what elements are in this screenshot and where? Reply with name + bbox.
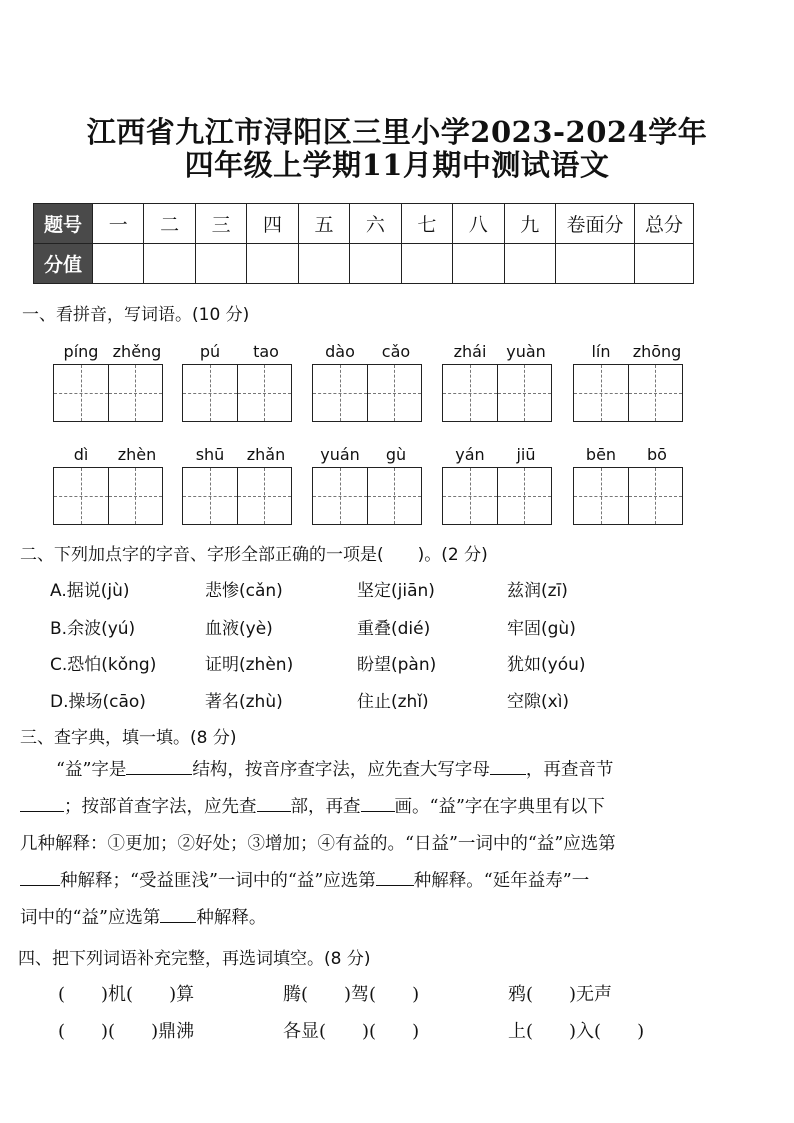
pinyin-group xyxy=(442,445,554,525)
score-cell[interactable] xyxy=(453,244,504,284)
score-table-row-number xyxy=(34,204,694,244)
option-b-word2: 血液(yè) xyxy=(205,619,273,639)
pinyin-label: bēn xyxy=(585,445,617,464)
option-c-word4: 犹如(yóu) xyxy=(507,655,586,675)
pinyin-label: jiū xyxy=(516,445,536,464)
column-header: 六 xyxy=(350,204,401,244)
pinyin-label: zhái xyxy=(453,342,487,361)
writing-boxes[interactable] xyxy=(312,364,422,422)
section1-heading: 一、看拼音，写词语。(10 分) xyxy=(22,305,250,325)
option-a-word3: 坚定(jiān) xyxy=(357,581,435,601)
para-text: 几种解释：①更加；②好处；③增加；④有益的。“日益”一词中的“益”应选第 xyxy=(20,834,616,854)
column-header: 一 xyxy=(93,204,144,244)
answer-blank[interactable] xyxy=(20,793,64,812)
option-a-word1: A.据说(jù) xyxy=(50,581,130,601)
row-header-question-number: 题号 xyxy=(34,204,93,244)
score-table xyxy=(33,203,694,284)
score-cell[interactable] xyxy=(93,244,144,284)
answer-blank[interactable] xyxy=(160,904,196,923)
pinyin-group xyxy=(182,342,294,422)
option-c-word2: 证明(zhèn) xyxy=(205,655,294,675)
pinyin-label: dì xyxy=(73,445,89,464)
pinyin-group xyxy=(53,342,165,422)
score-cell[interactable] xyxy=(635,244,694,284)
idiom-fill-item[interactable]: 鸦( )无声 xyxy=(508,984,613,1005)
writing-boxes[interactable] xyxy=(53,364,163,422)
idiom-fill-item[interactable]: 各显( )( ) xyxy=(283,1021,420,1042)
para-text: 种解释。 xyxy=(196,908,267,928)
answer-blank[interactable] xyxy=(361,793,395,812)
idiom-fill-item[interactable]: 上( )入( ) xyxy=(508,1021,645,1042)
section4-heading: 四、把下列词语补充完整，再选词填空。(8 分) xyxy=(18,949,371,969)
pinyin-label: dào xyxy=(325,342,355,361)
column-header: 总分 xyxy=(635,204,694,244)
writing-boxes[interactable] xyxy=(182,467,292,525)
column-header: 七 xyxy=(401,204,452,244)
score-cell[interactable] xyxy=(298,244,349,284)
column-header: 八 xyxy=(453,204,504,244)
row-header-score: 分值 xyxy=(34,244,93,284)
option-c-word3: 盼望(pàn) xyxy=(357,655,437,675)
pinyin-label: zhōng xyxy=(632,342,682,361)
para-text: ；按部首查字法，应先查 xyxy=(64,797,257,817)
para-text: 结构，按音序查字法，应先查大写字母 xyxy=(192,760,490,780)
pinyin-group xyxy=(573,342,685,422)
pinyin-label: pú xyxy=(199,342,221,361)
column-header: 九 xyxy=(504,204,556,244)
pinyin-label: píng xyxy=(63,342,99,361)
pinyin-group xyxy=(53,445,165,525)
writing-boxes[interactable] xyxy=(442,364,552,422)
option-a-word2: 悲惨(cǎn) xyxy=(205,581,283,601)
pinyin-label: shū xyxy=(195,445,225,464)
option-d-word2: 著名(zhù) xyxy=(205,692,283,712)
column-header: 四 xyxy=(247,204,298,244)
option-d-word4: 空隙(xì) xyxy=(507,692,570,712)
page-title-line1: 江西省九江市浔阳区三里小学2023-2024学年 xyxy=(86,115,708,149)
option-c-word1: C.恐怕(kǒng) xyxy=(50,655,157,675)
pinyin-label: bō xyxy=(647,445,667,464)
para-text: ，再查音节 xyxy=(525,760,614,780)
writing-boxes[interactable] xyxy=(442,467,552,525)
pinyin-label: yuàn xyxy=(506,342,546,361)
score-cell[interactable] xyxy=(401,244,452,284)
column-header: 卷面分 xyxy=(556,204,635,244)
pinyin-group xyxy=(182,445,294,525)
para-text: 种解释。“延年益寿”一 xyxy=(413,871,590,891)
para-text: “益”字是 xyxy=(56,760,127,780)
answer-blank[interactable] xyxy=(257,793,291,812)
option-a-word4: 兹润(zī) xyxy=(507,581,568,601)
pinyin-label: lín xyxy=(591,342,611,361)
pinyin-label: zhěng xyxy=(112,342,162,361)
pinyin-label: yán xyxy=(455,445,485,464)
answer-blank[interactable] xyxy=(126,756,192,775)
page-title-line2: 四年级上学期11月期中测试语文 xyxy=(184,148,610,182)
pinyin-label: yuán xyxy=(320,445,360,464)
answer-blank[interactable] xyxy=(490,756,526,775)
pinyin-label: tao xyxy=(253,342,279,361)
pinyin-label: zhǎn xyxy=(246,445,286,464)
idiom-fill-item[interactable]: ( )机( )算 xyxy=(58,984,195,1005)
para-text: 词中的“益”应选第 xyxy=(20,908,161,928)
idiom-fill-item[interactable]: ( )( )鼎沸 xyxy=(58,1021,195,1042)
writing-boxes[interactable] xyxy=(573,364,683,422)
pinyin-group xyxy=(573,445,685,525)
answer-blank[interactable] xyxy=(20,867,60,886)
pinyin-group xyxy=(442,342,554,422)
para-text: 部，再查 xyxy=(290,797,361,817)
pinyin-group xyxy=(312,445,424,525)
score-table-row-score xyxy=(34,244,694,284)
section3-heading: 三、查字典，填一填。(8 分) xyxy=(20,728,237,748)
column-header: 五 xyxy=(298,204,349,244)
para-text: 画。“益”字在字典里有以下 xyxy=(394,797,605,817)
idiom-fill-item[interactable]: 腾( )驾( ) xyxy=(283,984,420,1005)
column-header: 二 xyxy=(144,204,195,244)
option-b-word1: B.余波(yú) xyxy=(50,619,136,639)
score-cell[interactable] xyxy=(144,244,195,284)
answer-blank[interactable] xyxy=(376,867,414,886)
pinyin-label: zhèn xyxy=(117,445,157,464)
score-cell[interactable] xyxy=(247,244,298,284)
writing-boxes[interactable] xyxy=(573,467,683,525)
score-cell[interactable] xyxy=(556,244,635,284)
pinyin-label: cǎo xyxy=(381,342,411,361)
score-cell[interactable] xyxy=(350,244,401,284)
writing-boxes[interactable] xyxy=(312,467,422,525)
score-cell[interactable] xyxy=(504,244,556,284)
section3-paragraph xyxy=(20,752,692,937)
writing-boxes[interactable] xyxy=(182,364,292,422)
writing-boxes[interactable] xyxy=(53,467,163,525)
section2-heading: 二、下列加点字的字音、字形全部正确的一项是( )。(2 分) xyxy=(20,545,488,565)
option-b-word4: 牢固(gù) xyxy=(507,619,576,639)
pinyin-group xyxy=(312,342,424,422)
pinyin-label: gù xyxy=(385,445,407,464)
para-text: 种解释；“受益匪浅”一词中的“益”应选第 xyxy=(60,871,376,891)
score-cell[interactable] xyxy=(195,244,246,284)
option-b-word3: 重叠(dié) xyxy=(357,619,431,639)
option-d-word1: D.操场(cāo) xyxy=(50,692,146,712)
option-d-word3: 住止(zhǐ) xyxy=(357,692,429,712)
column-header: 三 xyxy=(195,204,246,244)
